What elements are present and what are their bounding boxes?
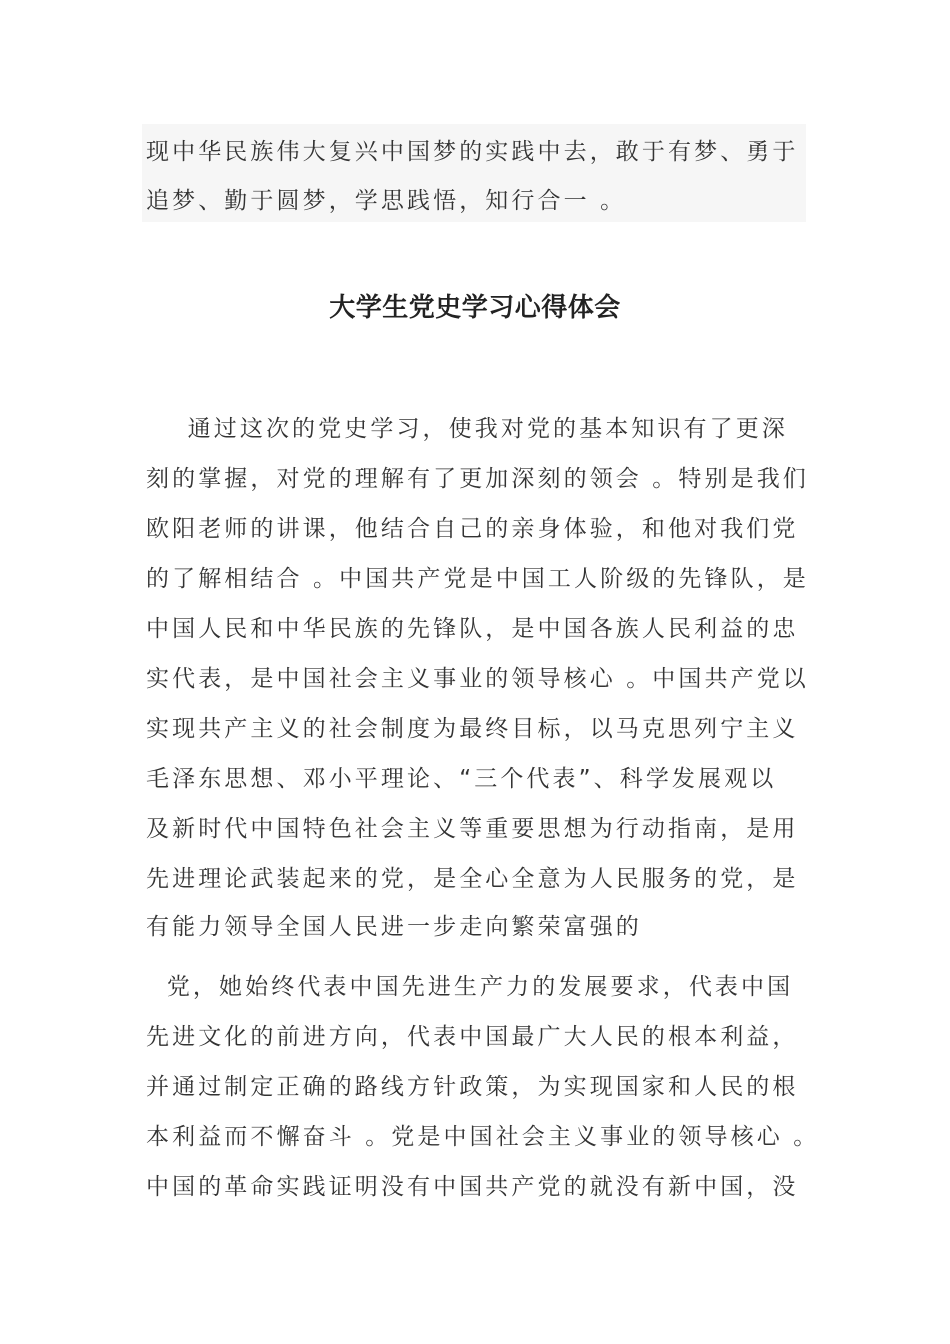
paragraph2-line-5: 中国的革命实践证明没有中国共产党的就没有新中国，没 xyxy=(146,1174,799,1200)
paragraph1-line-10: 先进理论武装起来的党，是全心全意为人民服务的党，是 xyxy=(146,866,799,892)
paragraph1-line-6: 实代表，是中国社会主义事业的领导核心 。中国共产党以 xyxy=(146,666,809,692)
paragraph2-line-1: 党，她始终代表中国先进生产力的发展要求，代表中国 xyxy=(146,974,794,1000)
paragraph2-line-3: 并通过制定正确的路线方针政策，为实现国家和人民的根 xyxy=(146,1074,799,1100)
paragraph1-line-7: 实现共产主义的社会制度为最终目标，以马克思列宁主义 xyxy=(146,716,799,742)
paragraph1-line-3: 欧阳老师的讲课，他结合自己的亲身体验，和他对我们党 xyxy=(146,516,799,542)
paragraph1-line-2: 刻的掌握，对党的理解有了更加深刻的领会 。特别是我们 xyxy=(146,466,809,492)
paragraph1-line-4: 的了解相结合 。中国共产党是中国工人阶级的先锋队，是 xyxy=(146,566,809,592)
paragraph1-line-11: 有能力领导全国人民进一步走向繁荣富强的 xyxy=(146,914,642,940)
paragraph2-line-4: 本利益而不懈奋斗 。党是中国社会主义事业的领导核心 。 xyxy=(146,1124,820,1150)
document-title: 大学生党史学习心得体会 xyxy=(329,293,621,323)
paragraph1-line-1: 通过这次的党史学习，使我对党的基本知识有了更深 xyxy=(146,416,788,442)
intro-line-2: 追梦、勤于圆梦，学思践悟，知行合一 。 xyxy=(146,188,627,214)
paragraph1-line-5: 中国人民和中华民族的先锋队，是中国各族人民利益的忠 xyxy=(146,616,799,642)
intro-line-1: 现中华民族伟大复兴中国梦的实践中去，敢于有梦、勇于 xyxy=(146,139,799,165)
paragraph1-line-9: 及新时代中国特色社会主义等重要思想为行动指南，是用 xyxy=(146,816,799,842)
paragraph2-line-2: 先进文化的前进方向，代表中国最广大人民的根本利益， xyxy=(146,1024,799,1050)
paragraph1-line-8: 毛泽东思想、邓小平理论、“三个代表”、科学发展观以 xyxy=(146,766,777,792)
